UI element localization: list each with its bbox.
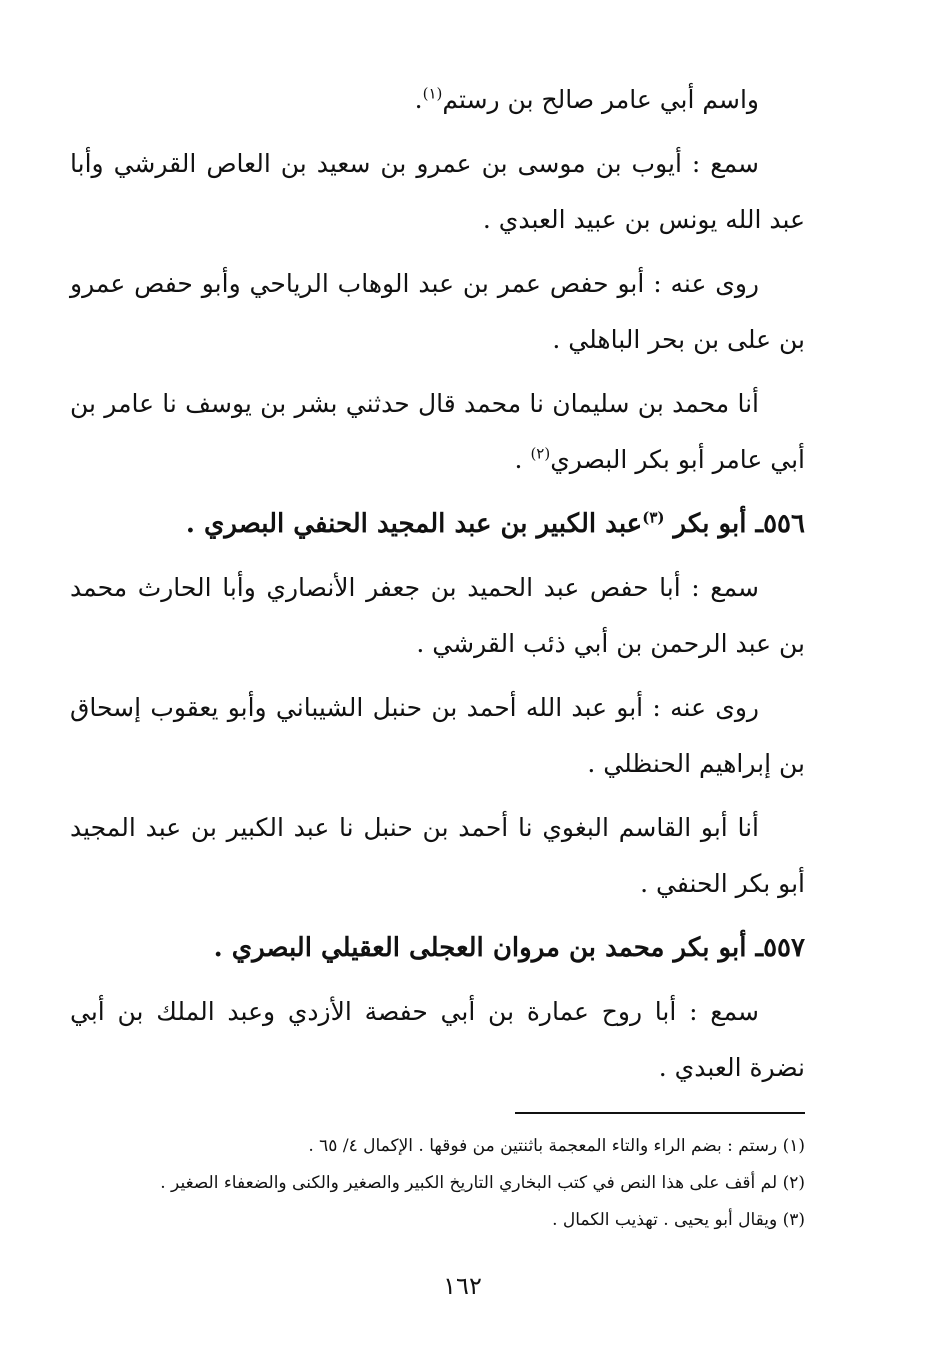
heading-text: ٥٥٦ـ أبو بكر	[664, 509, 805, 539]
footnote-marker: (٣)	[642, 508, 665, 527]
paragraph-salih-name	[70, 72, 805, 128]
paragraph-heard-from	[70, 136, 805, 248]
paragraph-isnad	[70, 376, 805, 488]
page-number: ١٦٢	[443, 1272, 482, 1300]
footnote-1: (١) رستم : بضم الراء والتاء المعجمة باثنتين من فوقها . الإكمال ٤/ ٦٥ .	[308, 1136, 805, 1156]
paragraph-tail: .	[414, 85, 423, 114]
footnote-divider	[515, 1112, 805, 1114]
paragraph-heard-from	[70, 560, 805, 672]
footnote-marker: (٢)	[530, 444, 551, 463]
paragraph-narrated-by	[70, 256, 805, 368]
paragraph-tail: .	[514, 445, 531, 474]
paragraph-narrated-by	[70, 680, 805, 792]
entry-heading-556	[70, 496, 805, 552]
paragraph-text: أنا أبو القاسم البغوي نا أحمد بن حنبل نا عبد الكبير بن عبد المجيد أبو بكر الحنفي .	[70, 813, 805, 898]
paragraph-isnad	[70, 800, 805, 912]
paragraph-text: روى عنه : أبو عبد الله أحمد بن حنبل الشيباني وأبو يعقوب إسحاق بن إبراهيم الحنظلي .	[70, 693, 805, 778]
footnote-2: (٢) لم أقف على هذا النص في كتب البخاري التاريخ الكبير والصغير والكنى والضعفاء الصغير .	[160, 1173, 805, 1193]
paragraph-text: سمع : أبا روح عمارة بن أبي حفصة الأزدي وعبد الملك بن أبي نضرة العبدي .	[70, 997, 805, 1082]
entry-heading-557	[70, 920, 805, 976]
main-text	[70, 72, 805, 1104]
footnote-marker: (١)	[422, 84, 443, 103]
paragraph-text: سمع : أبا حفص عبد الحميد بن جعفر الأنصاري وأبا الحارث محمد بن عبد الرحمن بن أبي ذئب القرشي .	[70, 573, 805, 658]
paragraph-text: روى عنه : أبو حفص عمر بن عبد الوهاب الرياحي وأبو حفص عمرو بن على بن بحر الباهلي .	[70, 269, 805, 354]
heading-text: ٥٥٧ـ أبو بكر محمد بن مروان العجلى العقيلي البصري .	[213, 933, 805, 963]
paragraph-text: أنا محمد بن سليمان نا محمد قال حدثني بشر بن يوسف نا عامر بن أبي عامر أبو بكر البصري	[70, 389, 805, 474]
footnote-3: (٣) ويقال أبو يحيى . تهذيب الكمال .	[552, 1210, 805, 1230]
paragraph-text: سمع : أيوب بن موسى بن عمرو بن سعيد بن العاص القرشي وأبا عبد الله يونس بن عبيد العبدي .	[70, 149, 805, 234]
paragraph-heard-from	[70, 984, 805, 1096]
paragraph-text: واسم أبي عامر صالح بن رستم	[442, 85, 759, 114]
heading-tail: عبد الكبير بن عبد المجيد الحنفي البصري .	[185, 509, 643, 539]
footnotes	[70, 1128, 805, 1239]
